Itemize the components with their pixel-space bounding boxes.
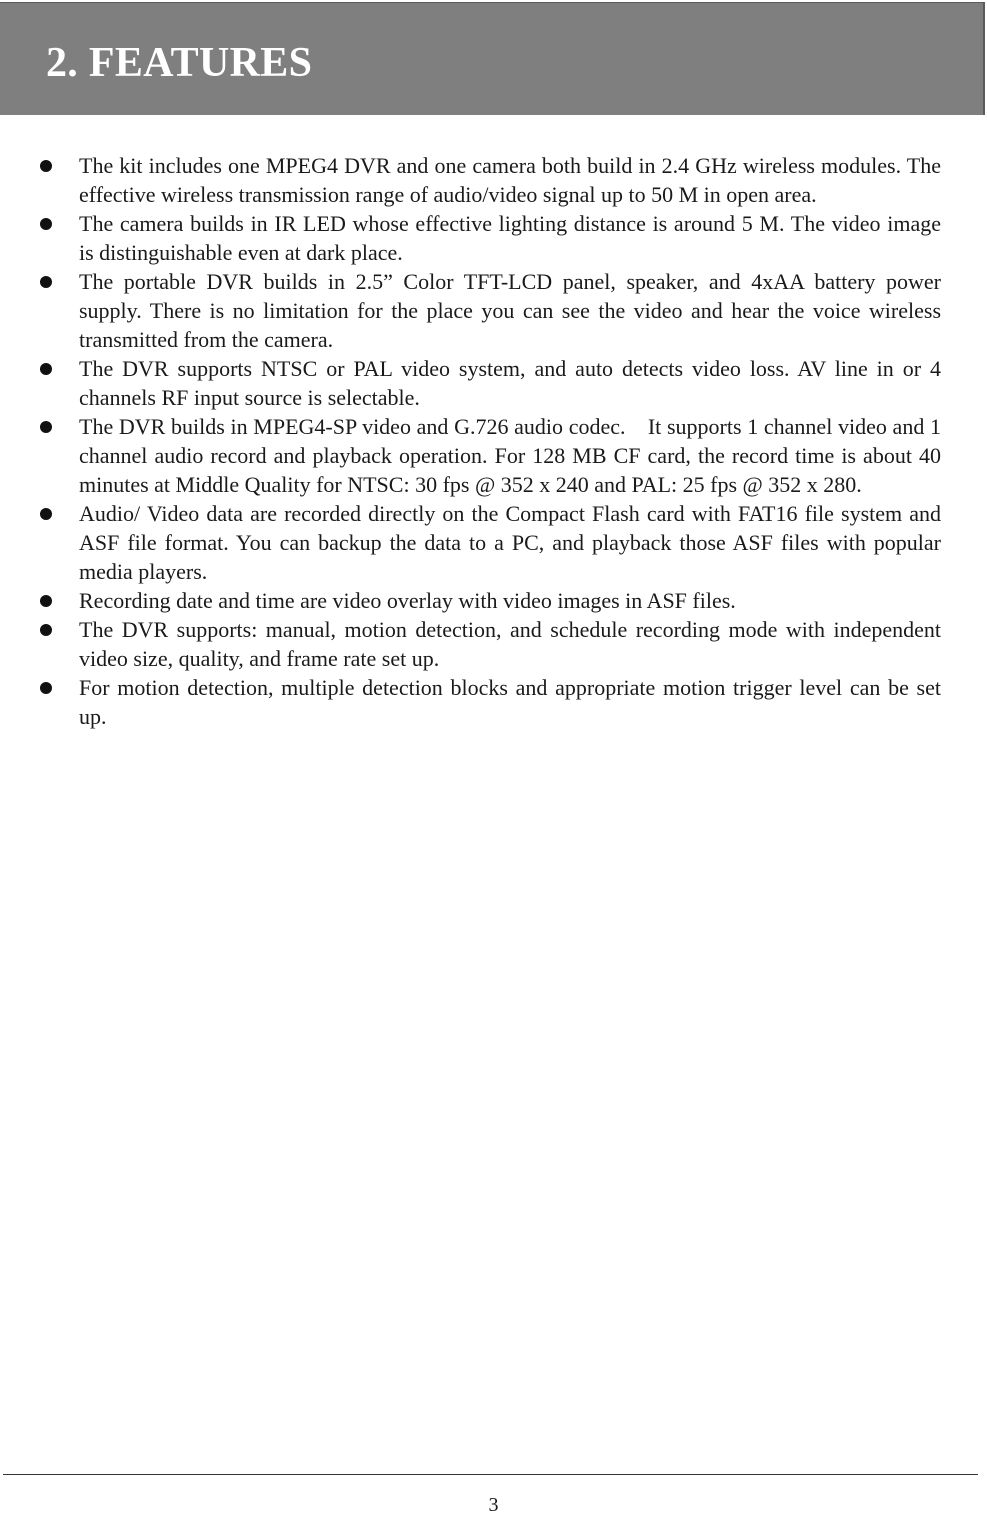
feature-text: The kit includes one MPEG4 DVR and one camera both build in 2.4 GHz wireless modules. The effective wireless transmission range of audio/video signal up to 50 M in open area. <box>79 153 941 207</box>
feature-text: The portable DVR builds in 2.5” Color TFT-LCD panel, speaker, and 4xAA battery power supply. There is no limitation for the place you can see the video and hear the voice wireless transmitted from the camera. <box>79 269 941 352</box>
footer-divider <box>3 1474 978 1475</box>
bullet-dot-icon <box>40 682 52 694</box>
bullet-dot-icon <box>40 508 52 520</box>
feature-text: Audio/ Video data are recorded directly on the Compact Flash card with FAT16 file system and ASF file format. You can backup the data to a PC, and playback those ASF files with popular media players. <box>79 501 941 584</box>
feature-list <box>0 151 987 731</box>
feature-item <box>0 615 987 673</box>
bullet-dot-icon <box>40 363 52 375</box>
bullet-dot-icon <box>40 595 52 607</box>
feature-item <box>0 412 987 499</box>
feature-text: The DVR builds in MPEG4-SP video and G.726 audio codec. It supports 1 channel video and 1 channel audio record and playback operation. For 128 MB CF card, the record time is about 40 minutes at Middle Quality for NTSC: 30 fps @ 352 x 240 and PAL: 25 fps @ 352 x 280. <box>79 414 941 497</box>
feature-text: For motion detection, multiple detection blocks and appropriate motion trigger level can be set up. <box>79 675 941 729</box>
feature-text: The DVR supports: manual, motion detection, and schedule recording mode with independent video size, quality, and frame rate set up. <box>79 617 941 671</box>
feature-item <box>0 499 987 586</box>
feature-text: Recording date and time are video overlay with video images in ASF files. <box>79 588 736 613</box>
feature-text: The camera builds in IR LED whose effective lighting distance is around 5 M. The video image is distinguishable even at dark place. <box>79 211 941 265</box>
section-title: 2. FEATURES <box>46 40 313 86</box>
bullet-dot-icon <box>40 421 52 433</box>
feature-item <box>0 673 987 731</box>
feature-item <box>0 267 987 354</box>
bullet-dot-icon <box>40 218 52 230</box>
feature-item <box>0 151 987 209</box>
page-number: 3 <box>488 1494 499 1516</box>
bullet-dot-icon <box>40 276 52 288</box>
bullet-dot-icon <box>40 160 52 172</box>
feature-text: The DVR supports NTSC or PAL video system, and auto detects video loss. AV line in or 4 channels RF input source is selectable. <box>79 356 941 410</box>
feature-item <box>0 586 987 615</box>
feature-item <box>0 209 987 267</box>
bullet-dot-icon <box>40 624 52 636</box>
feature-item <box>0 354 987 412</box>
section-header-band <box>0 2 985 115</box>
